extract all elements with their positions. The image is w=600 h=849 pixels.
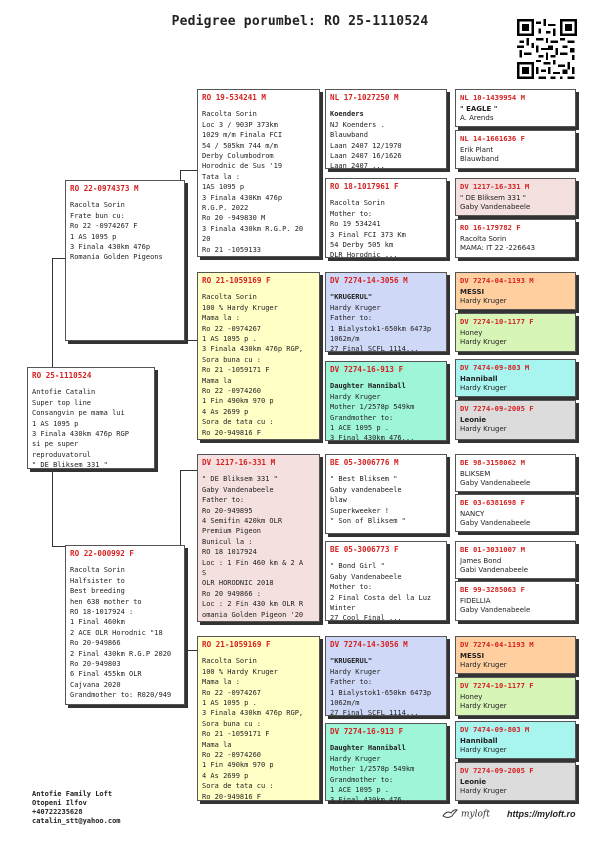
- subject-text: Antofie Catalin Super top line Consangvin pe mama lui 1 AS 1095 p 3 Finala 430km 476p RGP si pe super reproduvatorul " DE Bliksem 331 ": [32, 388, 129, 470]
- gen3-ring: BE 05-3006776 M: [330, 458, 399, 467]
- gen3-ring: BE 05-3006773 F: [330, 545, 399, 554]
- gen4-text: BLIKSEM Gaby Vandenabeele: [460, 469, 531, 487]
- footer-email[interactable]: catalin_stt@yahoo.com: [32, 817, 121, 825]
- gen4-ring: DV 7274-10-1177 F: [460, 681, 534, 690]
- gen3-card-8[interactable]: [325, 723, 447, 805]
- gen4-ring: BE 03-6381698 F: [460, 498, 525, 507]
- subject-card[interactable]: [27, 367, 155, 469]
- gen4-text: Hardy Kruger: [460, 787, 507, 795]
- gen2-card-2[interactable]: [197, 272, 320, 440]
- gen4-text: James Bond Gabi Vandenabeele: [460, 556, 529, 574]
- dam-card[interactable]: [65, 545, 185, 710]
- gen4-ring: NL 14-1661636 F: [460, 134, 525, 143]
- gen3-text: Hardy Kruger Father to: 1 Bialystok1-650km 6473p 1062m/m 27 Final SCFL 1114...: [330, 303, 432, 354]
- gen2-text: Racolta Sorin 100 % Hardy Kruger Mama la : Ro 22 -0974267 1 AS 1095 p . 3 Finala 430km 476p RGP, Sora buna cu : Ro 21 -1059171 F Mama la Ro 22 -0974260 1 Fin 490km 970 p 4 As 2699 p Sora de tata cu : Ro 20-949816 F: [202, 293, 304, 437]
- gen3-ring: RO 18-1017961 F: [330, 182, 399, 191]
- gen3-text: Hardy Kruger Mother 1/2578p 549km Grandmother to: 1 ACE 1095 p . 3 Final 430km 476...: [330, 754, 415, 805]
- gen3-text: Racolta Sorin Mother to: Ro 19 534241 3 Final FCI 373 Km 54 Derby 505 km DLR Horodnic ...: [330, 199, 406, 260]
- gen3-card-4[interactable]: [325, 361, 447, 441]
- gen4-ring: NL 10-1439954 M: [460, 93, 525, 102]
- website-link[interactable]: https://myloft.ro: [507, 809, 576, 819]
- gen4-card-3[interactable]: [455, 178, 576, 216]
- gen3-card-2[interactable]: [325, 178, 447, 258]
- connector-dam-up: [180, 470, 181, 550]
- gen4-ring: BE 99-3285063 F: [460, 585, 525, 594]
- gen3-ring: NL 17-1027250 M: [330, 93, 399, 102]
- logo-text: myloft: [461, 809, 490, 820]
- gen3-text: NJ Koenders . Blauwband Laan 2407 12/1970 Laan 2407 16/1626 Laan 2407 ...: [330, 120, 402, 171]
- gen4-card-9[interactable]: [455, 454, 576, 492]
- gen3-card-3[interactable]: [325, 272, 447, 352]
- gen4-card-8[interactable]: [455, 400, 576, 440]
- gen2-ring: RO 21-1059169 F: [202, 276, 271, 285]
- pigeon-icon: [442, 808, 458, 820]
- gen4-name: " EAGLE ": [460, 104, 498, 113]
- connector-sire-h: [52, 258, 66, 259]
- gen4-ring: DV 7274-09-2005 F: [460, 766, 534, 775]
- myloft-logo: [442, 808, 490, 820]
- gen4-card-16[interactable]: [455, 762, 576, 801]
- gen4-text: Honey Hardy Kruger: [460, 692, 507, 710]
- gen4-name: Hanniball: [460, 374, 498, 383]
- gen4-card-14[interactable]: [455, 677, 576, 716]
- gen2-ring: DV 1217-16-331 M: [202, 458, 276, 467]
- gen4-card-7[interactable]: [455, 359, 576, 397]
- dam-text: Racolta Sorin Halfsister to Best breeding hen 638 mother to RO 18-1017924 : 1 Final 460km 2 ACE OLR Horodnic "18 Ro 20-949866 2 Final 430km R.G.P 2020 Ro 20-949803 6 Final 455km OLR Cajvana 2020 Grandmother to: R020/949 ---: [70, 566, 172, 710]
- subject-ring: RO 25-1110524: [32, 371, 92, 380]
- gen3-ring: DV 7274-16-913 F: [330, 365, 404, 374]
- gen4-ring: DV 7274-04-1193 M: [460, 276, 534, 285]
- gen2-text: Racolta Sorin 100 % Hardy Kruger Mama la : Ro 22 -0974267 1 AS 1095 p . 3 Finala 430km 476p RGP, Sora buna cu : Ro 21 -1059171 F Mama la Ro 22 -0974260 1 Fin 490km 970 p 4 As 2699 p Sora de tata cu : Ro 20-949816 F: [202, 657, 304, 801]
- gen4-card-6[interactable]: [455, 313, 576, 352]
- page-title: Pedigree porumbel: RO 25-1110524: [171, 14, 429, 29]
- gen3-name: "KRUGERUL": [330, 293, 373, 302]
- footer-location: Otopeni Ilfov: [32, 799, 87, 807]
- gen4-card-5[interactable]: [455, 272, 576, 310]
- gen3-text: Hardy Kruger Mother 1/2578p 549km Grandmother to: 1 ACE 1095 p . 3 Final 430km 476...: [330, 392, 415, 443]
- gen4-ring: DV 1217-16-331 M: [460, 182, 530, 191]
- gen4-text: Hardy Kruger: [460, 297, 507, 305]
- gen3-ring: DV 7274-14-3056 M: [330, 640, 408, 649]
- gen3-name: Daughter Hanniball: [330, 744, 406, 753]
- gen3-card-1[interactable]: [325, 89, 447, 169]
- gen4-text: NANCY Gaby Vandenabeele: [460, 509, 531, 527]
- gen4-ring: DV 7274-04-1193 M: [460, 640, 534, 649]
- gen2-card-4[interactable]: [197, 636, 320, 801]
- gen4-ring: DV 7274-10-1177 F: [460, 317, 534, 326]
- connector-subject-dam: [52, 468, 53, 546]
- gen3-card-7[interactable]: [325, 636, 447, 716]
- gen2-text: Racolta Sorin Loc 3 / 903P 373km 1029 m/m Finala FCI 54 / 505km 744 m/m Derby Columbodrom Horodnic de Sus '19 Tata la : 1AS 1095 p 3 Finala 430Km 476p R.G.P. 2022 Ro 20 -949830 M 3 Finala 430km R.G.P. 20 20 Ro 21 -1059133: [202, 110, 304, 254]
- gen4-card-10[interactable]: [455, 494, 576, 532]
- gen4-ring: BE 01-3031007 M: [460, 545, 525, 554]
- footer-phone: +40722235628: [32, 808, 83, 816]
- gen4-card-1[interactable]: [455, 89, 576, 127]
- gen4-text: Honey Hardy Kruger: [460, 328, 507, 346]
- gen4-ring: BE 98-3158062 M: [460, 458, 525, 467]
- gen4-card-13[interactable]: [455, 636, 576, 674]
- gen3-text: " Bond Girl " Gaby Vandenabeele Mother to: 2 Final Costa del la Luz Winter 27 Cool Final ...: [330, 562, 432, 623]
- connector-subject-sire: [52, 258, 53, 368]
- gen3-card-5[interactable]: [325, 454, 447, 534]
- gen2-card-1[interactable]: [197, 89, 320, 257]
- connector-dam-h: [52, 546, 66, 547]
- gen2-ring: RO 19-534241 M: [202, 93, 267, 102]
- sire-card[interactable]: [65, 180, 185, 341]
- gen4-text: Hardy Kruger: [460, 384, 507, 392]
- sire-ring: RO 22-0974373 M: [70, 184, 139, 193]
- gen4-card-2[interactable]: [455, 130, 576, 169]
- gen2-text: " DE Bliksem 331 " Gaby Vandenabeele Father to: Ro 20-949895 4 Semifin 420km OLR Premium Pigeon Bunicul la : RO 18 1017924 Loc : 1 Fin 460 km & 2 A S OLR HORODNIC 2018 Ro 20 949866 : Loc : 2 Fin 430 km OLR R omania Golden Pigeon '20: [202, 475, 304, 619]
- connector-sire-gen2a: [180, 170, 197, 171]
- gen4-text: Hardy Kruger: [460, 425, 507, 433]
- footer-contact: [32, 790, 121, 826]
- gen4-text: A. Arends: [460, 114, 494, 122]
- gen3-ring: DV 7274-14-3056 M: [330, 276, 408, 285]
- dam-ring: RO 22-000992 F: [70, 549, 135, 558]
- gen4-card-11[interactable]: [455, 541, 576, 579]
- gen3-ring: DV 7274-16-913 F: [330, 727, 404, 736]
- gen4-ring: RO 16-179782 F: [460, 223, 521, 232]
- gen4-text: Racolta Sorin MAMA: IT 22 -226643: [460, 234, 536, 252]
- gen4-ring: DV 7474-09-803 M: [460, 363, 530, 372]
- gen4-text: Hardy Kruger: [460, 746, 507, 754]
- gen4-card-15[interactable]: [455, 721, 576, 759]
- gen4-ring: DV 7274-09-2005 F: [460, 404, 534, 413]
- gen4-card-12[interactable]: [455, 581, 576, 621]
- sire-text: Racolta Sorin Frate bun cu: Ro 22 -0974267 F 1 AS 1095 p 3 Finala 430km 476p Romania Golden Pigeons: [70, 201, 163, 262]
- gen4-text: FIDELLIA Gaby Vandenabeele: [460, 596, 531, 614]
- gen3-name: Koenders: [330, 110, 364, 119]
- gen4-name: MESSI: [460, 651, 485, 660]
- qr-code: [517, 19, 577, 79]
- gen2-card-3[interactable]: [197, 454, 320, 622]
- footer-loft-name: Antofie Family Loft: [32, 790, 113, 798]
- gen4-name: Leonie: [460, 415, 487, 424]
- gen2-ring: RO 21-1059169 F: [202, 640, 271, 649]
- gen3-card-6[interactable]: [325, 541, 447, 621]
- gen4-name: Hanniball: [460, 736, 498, 745]
- connector-dam-gen2a: [180, 470, 197, 471]
- gen4-name: MESSI: [460, 287, 485, 296]
- gen4-ring: DV 7474-09-803 M: [460, 725, 530, 734]
- gen4-text: Erik Plant Blauwband: [460, 145, 499, 163]
- gen4-card-4[interactable]: [455, 219, 576, 258]
- gen3-name: Daughter Hanniball: [330, 382, 406, 391]
- gen4-text: " DE Bliksem 331 " Gaby Vandenabeele: [460, 193, 531, 211]
- gen3-text: " Best Bliksem " Gaby vandenabeele blaw Superkweeker ! " Son of Bliksem ": [330, 475, 406, 526]
- gen4-name: Leonie: [460, 777, 487, 786]
- gen3-text: Hardy Kruger Father to: 1 Bialystok1-650km 6473p 1062m/m 27 Final SCFL 1114...: [330, 667, 432, 718]
- gen3-name: "KRUGERUL": [330, 657, 373, 666]
- gen4-text: Hardy Kruger: [460, 661, 507, 669]
